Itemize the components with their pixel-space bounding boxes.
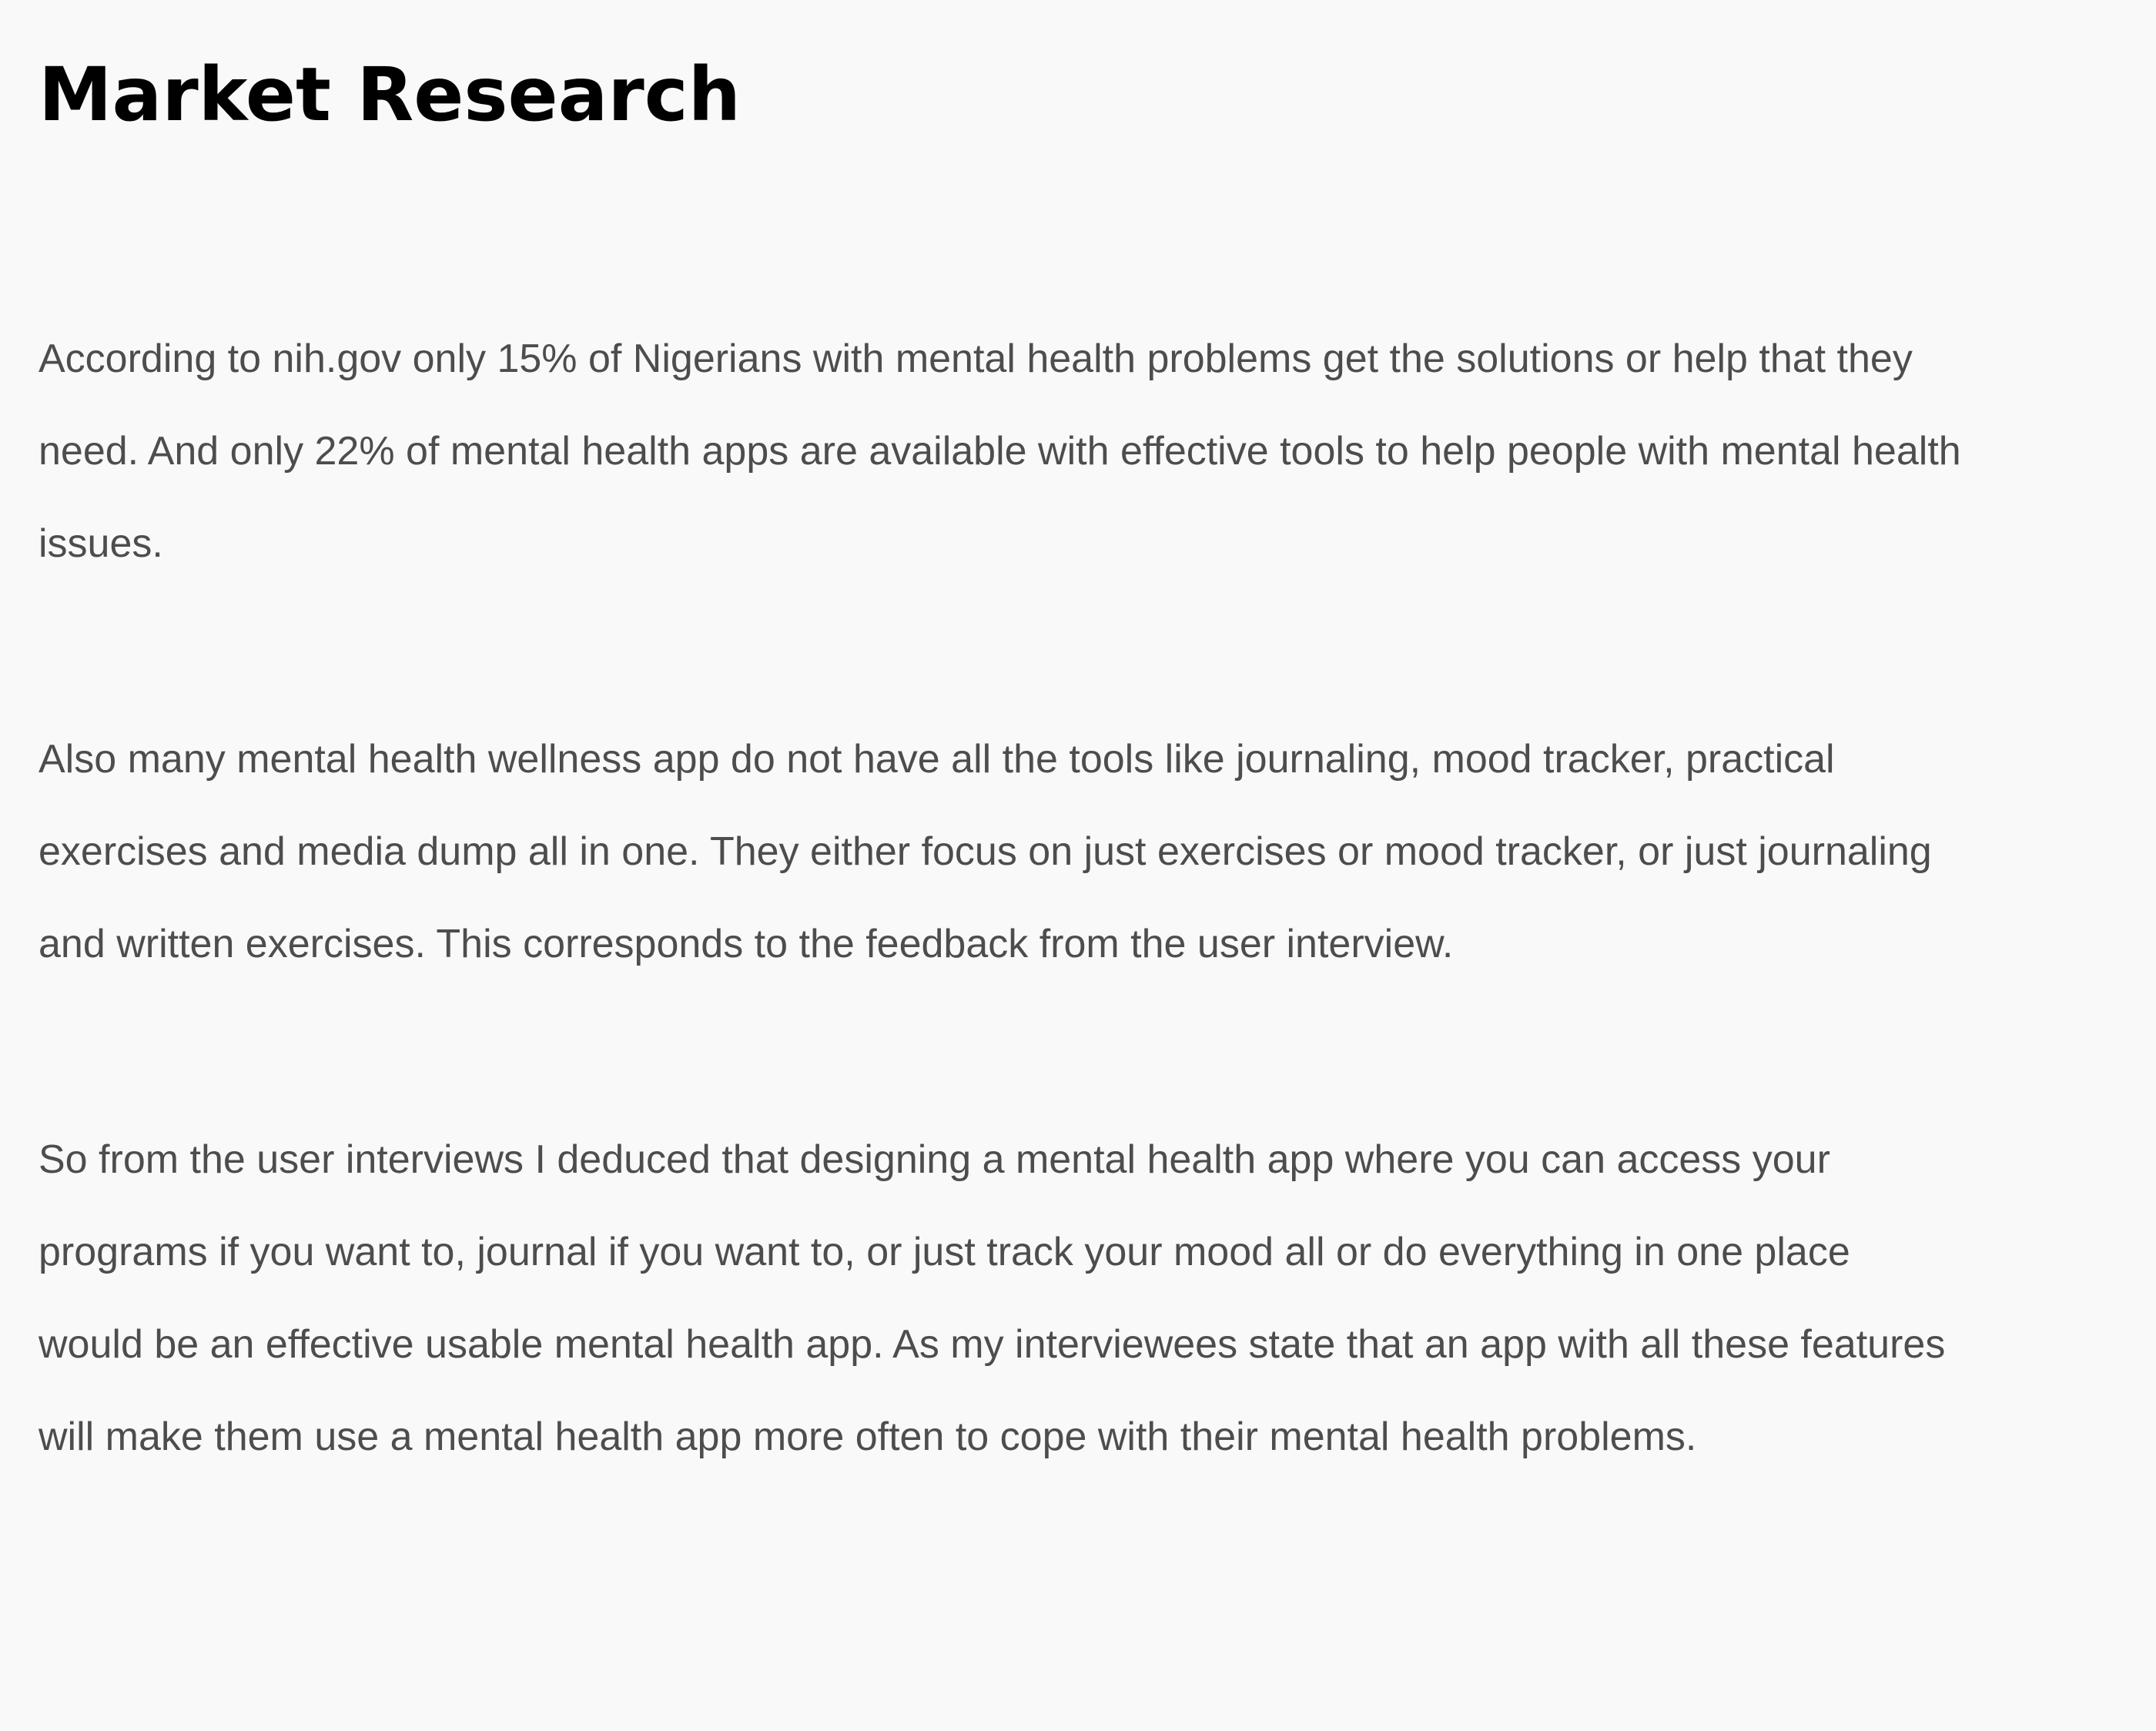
- paragraph-conclusion: [38, 1113, 2118, 1483]
- paragraph-nih-statistics: [38, 313, 2118, 590]
- paragraph-line: programs if you want to, journal if you want to, or just track your mood all or do everything in one place: [38, 1230, 1850, 1274]
- paragraph-line: need. And only 22% of mental health apps are available with effective tools to help people with mental health: [38, 429, 1961, 474]
- paragraph-line: So from the user interviews I deduced that designing a mental health app where you can access your: [38, 1137, 1830, 1182]
- paragraph-line: will make them use a mental health app more often to cope with their mental health problems.: [38, 1415, 1697, 1459]
- page-title: Market Research: [38, 52, 741, 138]
- paragraph-line: According to nih.gov only 15% of Nigerians with mental health problems get the solutions or help that they: [38, 336, 1913, 381]
- paragraph-line: Also many mental health wellness app do not have all the tools like journaling, mood tracker, practical: [38, 737, 1835, 782]
- paragraph-line: exercises and media dump all in one. They either focus on just exercises or mood tracker, or just journaling: [38, 829, 1932, 874]
- paragraph-line: and written exercises. This corresponds to the feedback from the user interview.: [38, 922, 1454, 966]
- paragraph-line: would be an effective usable mental health app. As my interviewees state that an app with all these features: [38, 1322, 1946, 1367]
- paragraph-line: issues.: [38, 521, 163, 566]
- paragraph-app-tools: [38, 713, 2118, 990]
